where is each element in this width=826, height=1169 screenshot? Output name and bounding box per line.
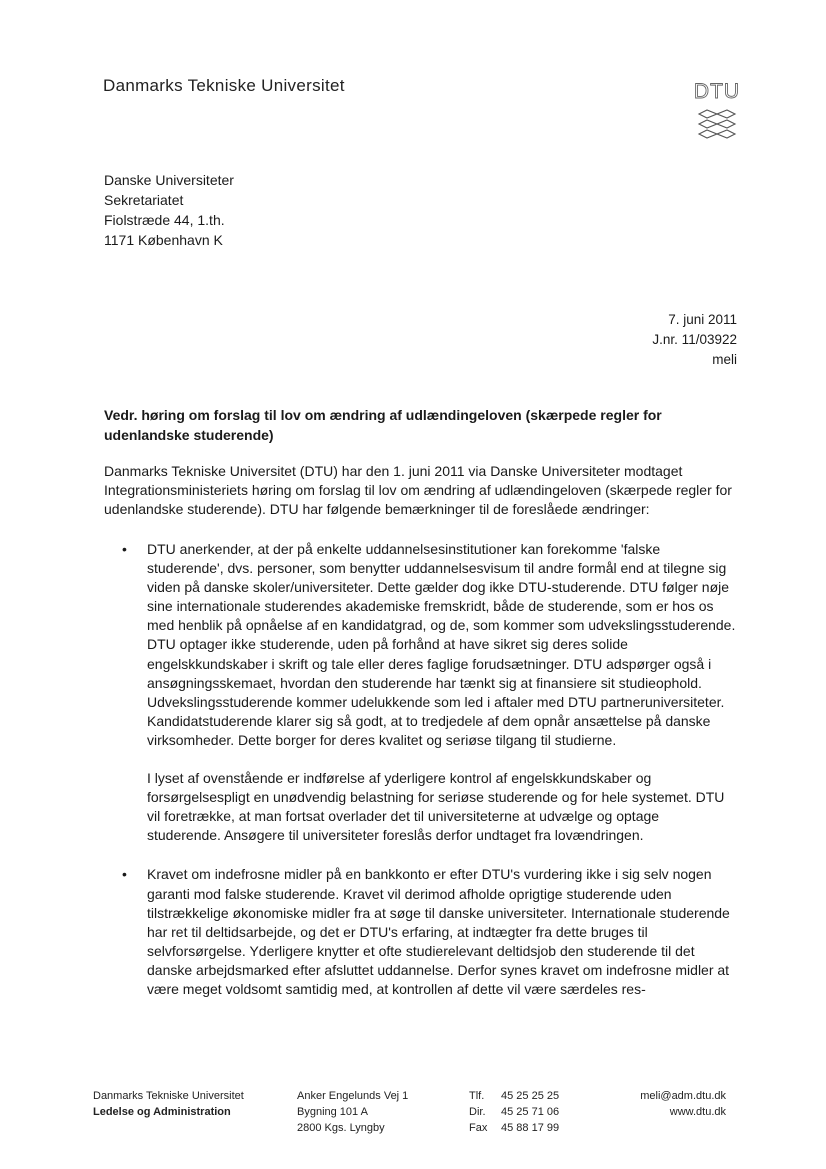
letter-date: 7. juni 2011 (668, 312, 737, 327)
journal-number: J.nr. 11/03922 (652, 332, 737, 347)
phone-number: 45 88 17 99 (501, 1122, 560, 1134)
author-initials: meli (712, 352, 737, 367)
bullet-icon: • (122, 541, 127, 557)
remark-paragraph: Kravet om indefrosne midler på en bankkonto er efter DTU's vurdering ikke i sig selv nogen garanti mod falske studerende. Kravet vil derimod afholde oprigtige studerende uden tilstrækkelige økonomiske midler fra at søge til danske universiteter. Internationale studerende har ret til deltidsarbejde, og det er DTU's erfaring, at indtægter fra dette bruges til selvforsørgelse. Yderligere knytter et ofte studierelevant deltidsjob den studerende til det danske arbejdsmarked efter afsluttet uddannelse. Derfor synes kravet om indefrosne midler at være meget voldsomt samtidig med, at kontrollen af dette vil være særdeles res- (147, 866, 730, 997)
footer-address-line: Anker Engelunds Vej 1 (297, 1090, 409, 1102)
phone-label: Fax (469, 1122, 488, 1134)
footer-email[interactable]: meli@adm.dtu.dk (640, 1090, 726, 1102)
footer-department: Ledelse og Administration (93, 1106, 231, 1118)
recipient-address (104, 170, 234, 250)
phone-number: 45 25 25 25 (501, 1090, 560, 1102)
footer-address-line: 2800 Kgs. Lyngby (297, 1122, 385, 1134)
recipient-line: 1171 København K (104, 232, 223, 248)
footer-address-line: Bygning 101 A (297, 1106, 368, 1118)
footer-phone-row (469, 1104, 559, 1120)
letter-meta (652, 310, 737, 370)
footer-contact (640, 1088, 726, 1120)
phone-number: 45 25 71 06 (501, 1106, 560, 1118)
list-item (104, 540, 736, 845)
intro-paragraph: Danmarks Tekniske Universitet (DTU) har den 1. juni 2011 via Danske Universiteter modtaget Integrationsministeriets høring om forslag til lov om ændring af udlændingeloven (skærpede regler for udenlandske studerende). DTU har følgende bemærkninger til de foreslåede ændringer: (104, 463, 732, 517)
footer-phone-row (469, 1088, 559, 1104)
phone-label: Dir. (469, 1106, 486, 1118)
phone-label: Tlf. (469, 1090, 485, 1102)
remark-paragraph: I lyset af ovenstående er indførelse af yderligere kontrol af engelskkundskaber og forsørgelsespligt en unødvendig belastning for seriøse studerende og for hele systemet. DTU vil foretrække, at man fortsat overlader det til universiteterne at udvælge og optage studerende. Ansøgere til universiteter foreslås derfor undtaget fra lovændringen. (147, 770, 725, 844)
recipient-line: Fiolstræde 44, 1.th. (104, 212, 225, 228)
recipient-line: Danske Universiteter (104, 172, 234, 188)
letter-subject: Vedr. høring om forslag til lov om ændring af udlændingeloven (skærpede regler for udenlandske studerende) (104, 407, 662, 443)
footer-phone-row (469, 1120, 559, 1136)
remark-paragraph: DTU anerkender, at der på enkelte uddannelsesinstitutioner kan forekomme 'falske studerende', dvs. personer, som benytter uddannelsesvisum til andre formål end at tilegne sig viden på danske skoler/universiteter. Dette gælder dog ikke DTU-studerende. DTU følger nøje sine internationale studerendes akademiske fremskridt, både de studerende, som er hos os med henblik på opnåelse af en kandidatgrad, og de, som kommer som udvekslingsstuderende. DTU optager ikke studerende, uden på forhånd at have sikret sig deres solide engelskkundskaber i skrift og tale eller deres faglige forudsætninger. DTU adspørger også i ansøgningsskemaet, hvordan den studerende har tænkt sig at finansiere sit studieophold. Udvekslingsstuderende kommer udelukkende som led i aftaler med DTU partneruniversiteter. Kandidatstuderende klarer sig så godt, at to tredjedele af dem opnår ansættelse på danske virksomheder. Dette borger for deres kvalitet og seriøse tilgang til studierne. (147, 541, 736, 748)
institution-name: Danmarks Tekniske Universitet (103, 76, 345, 95)
footer-website[interactable]: www.dtu.dk (669, 1106, 726, 1118)
footer-address (297, 1088, 408, 1136)
remarks-list (104, 540, 736, 999)
dtu-logo (693, 76, 741, 146)
footer-org-name: Danmarks Tekniske Universitet (93, 1090, 244, 1102)
bullet-icon: • (122, 866, 127, 883)
footer-organization (93, 1088, 244, 1120)
footer-phones (469, 1088, 559, 1136)
svg-text:DTU: DTU (693, 80, 741, 103)
list-item (104, 865, 736, 999)
recipient-line: Sekretariatet (104, 192, 184, 208)
